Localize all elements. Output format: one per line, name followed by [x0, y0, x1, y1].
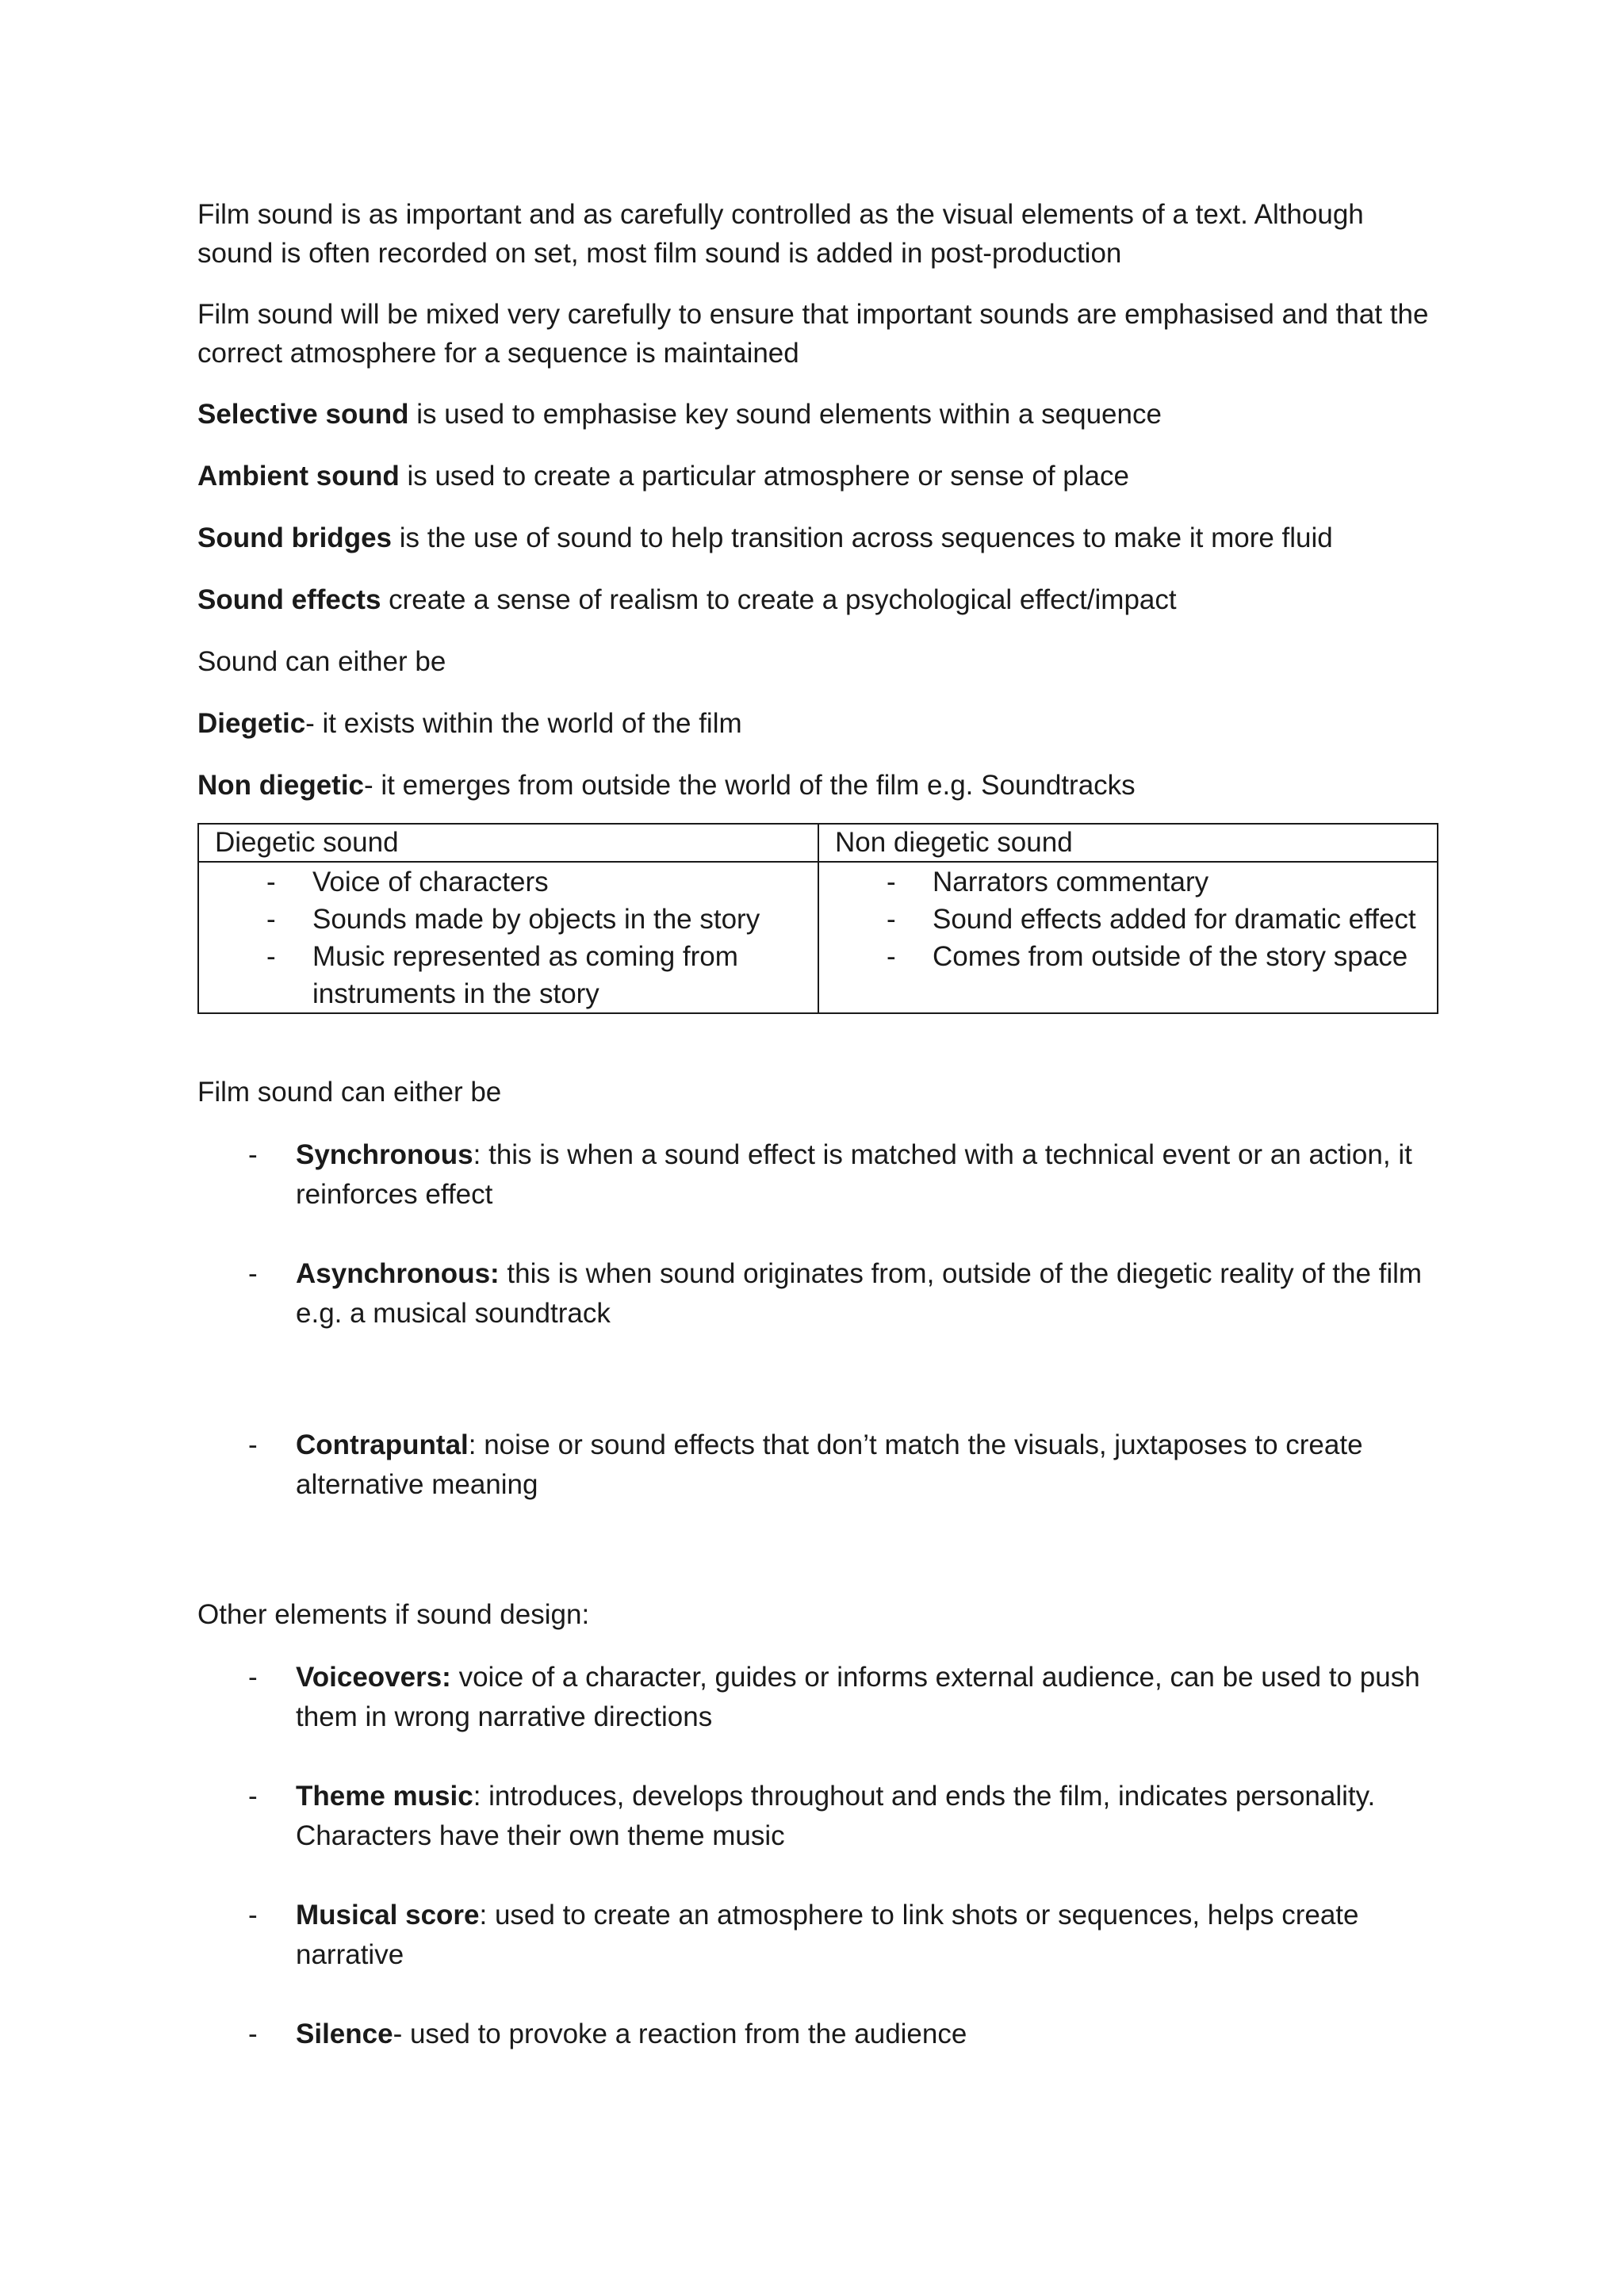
film-either-line: Film sound can either be	[197, 1077, 502, 1108]
list-item: - Comes from outside of the story space	[835, 938, 1437, 975]
list-item: - Voice of characters	[215, 863, 818, 901]
table-header-row	[198, 824, 1438, 862]
table-header-non-diegetic: Non diegetic sound	[818, 824, 1438, 862]
type-text: - it emerges from outside the world of the film e.g. Soundtracks	[364, 770, 1136, 801]
term-label: Silence	[296, 2019, 393, 2049]
table-row	[198, 862, 1438, 1013]
dash-marker: -	[248, 2019, 258, 2049]
intro-paragraph-1: Film sound is as important and as carefully controlled as the visual elements of a text. Although sound is often recorded on set, most film sound is added in post-production	[197, 199, 1364, 269]
dash-marker: -	[248, 1429, 258, 1460]
dash-marker: -	[248, 1781, 258, 1812]
term-text: : introduces, develops throughout and ends the film, indicates personality. Characters have their own theme music	[296, 1781, 1376, 1851]
definition-term: Ambient sound	[197, 461, 400, 492]
film-sound-terms-list	[197, 1135, 1442, 1505]
list-item-asynchronous	[197, 1254, 1442, 1334]
term-text: - used to provoke a reaction from the audience	[393, 2019, 967, 2049]
list-item: - Sound effects added for dramatic effect	[835, 901, 1437, 938]
list-item-voiceovers	[197, 1658, 1442, 1737]
term-label: Theme music	[296, 1781, 473, 1812]
list-item-synchronous	[197, 1135, 1442, 1215]
term-text: voice of a character, guides or informs external audience, can be used to push them in wrong narrative directions	[296, 1662, 1420, 1732]
list-item-contrapuntal	[197, 1425, 1442, 1505]
dash-marker: -	[248, 1139, 258, 1170]
definition-text: is the use of sound to help transition across sequences to make it more fluid	[392, 522, 1333, 553]
term-text: : noise or sound effects that don’t match the visuals, juxtaposes to create alternative meaning	[296, 1429, 1363, 1500]
intro-paragraph-2: Film sound will be mixed very carefully to ensure that important sounds are emphasised and that the correct atmosphere for a sequence is maintained	[197, 299, 1429, 369]
term-label: Synchronous	[296, 1139, 473, 1170]
definition-selective-sound	[197, 395, 1442, 434]
definition-text: create a sense of realism to create a psychological effect/impact	[381, 584, 1177, 615]
dash-marker: -	[248, 1662, 258, 1693]
term-label: Asynchronous:	[296, 1258, 500, 1289]
term-text: : this is when a sound effect is matched with a technical event or an action, it reinforces effect	[296, 1139, 1412, 1210]
list-item-silence	[197, 2015, 1442, 2054]
table-cell-diegetic	[198, 862, 818, 1013]
term-text: : used to create an atmosphere to link shots or sequences, helps create narrative	[296, 1900, 1359, 1970]
list-item: - Narrators commentary	[835, 863, 1437, 901]
other-elements-list	[197, 1658, 1442, 2054]
term-text: this is when sound originates from, outside of the diegetic reality of the film e.g. a musical soundtrack	[296, 1258, 1423, 1329]
list-item: - Sounds made by objects in the story	[215, 901, 818, 938]
diegetic-list	[215, 863, 818, 1012]
non-diegetic-list	[835, 863, 1437, 975]
list-item: - Music represented as coming from instruments in the story	[215, 938, 818, 1012]
type-diegetic	[197, 704, 1442, 743]
type-text: - it exists within the world of the film	[305, 708, 742, 739]
type-term: Diegetic	[197, 708, 306, 739]
definition-term: Sound bridges	[197, 522, 392, 553]
document-page	[197, 195, 1442, 2054]
definition-ambient-sound	[197, 457, 1442, 496]
sound-comparison-table	[197, 823, 1438, 1014]
either-line: Sound can either be	[197, 646, 446, 677]
definition-text: is used to emphasise key sound elements within a sequence	[408, 399, 1162, 430]
term-label: Contrapuntal	[296, 1429, 469, 1460]
definition-sound-bridges	[197, 519, 1442, 557]
table-header-diegetic: Diegetic sound	[198, 824, 818, 862]
term-label: Voiceovers:	[296, 1662, 451, 1693]
list-item-theme-music	[197, 1777, 1442, 1856]
list-item-musical-score	[197, 1896, 1442, 1975]
definition-text: is used to create a particular atmosphere or sense of place	[399, 461, 1129, 492]
other-elements-line: Other elements if sound design:	[197, 1599, 590, 1630]
definition-term: Sound effects	[197, 584, 381, 615]
definition-sound-effects	[197, 580, 1442, 619]
definition-term: Selective sound	[197, 399, 409, 430]
dash-marker: -	[248, 1900, 258, 1931]
dash-marker: -	[248, 1258, 258, 1289]
term-label: Musical score	[296, 1900, 480, 1931]
type-term: Non diegetic	[197, 770, 365, 801]
type-non-diegetic	[197, 766, 1442, 805]
table-cell-non-diegetic	[818, 862, 1438, 1013]
